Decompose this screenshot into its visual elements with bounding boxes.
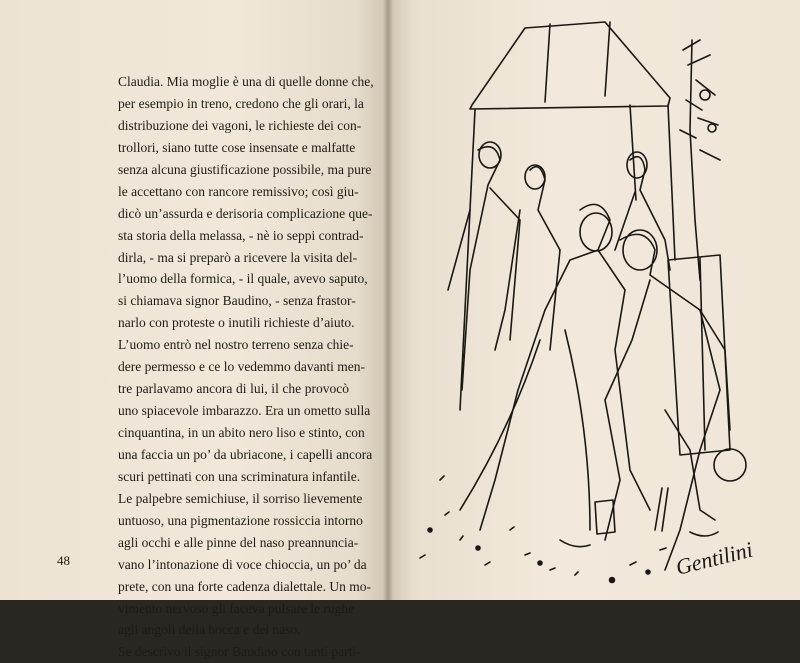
text-line: L’uomo entrò nel nostro terreno senza chie- <box>118 337 354 353</box>
text-line: dere permesso e ce lo vedemmo davanti men- <box>118 359 366 375</box>
ground-marks <box>420 476 666 575</box>
text-line: dicò un’assurda e derisoria complicazione que- <box>118 205 373 221</box>
text-line: scuri pettinati con una scriminatura infantile. <box>118 468 361 484</box>
text-line: Se descrivo il signor Baudino con tanti parti- <box>118 644 361 660</box>
ball <box>714 449 746 481</box>
text-line: tre parlavamo ancora di lui, il che provocò <box>118 381 349 397</box>
bottle <box>655 488 668 531</box>
figure-middle <box>495 167 560 350</box>
text-line: agli occhi e alle pinne del naso preannuncia- <box>118 534 359 550</box>
left-page <box>0 0 388 660</box>
text-line: Claudia. Mia moglie è una di quelle donne che, <box>118 74 374 89</box>
text-line: le accettano con rancore remissivo; così giu- <box>118 183 359 199</box>
text-line: distribuzione dei vagoni, le richieste dei con- <box>118 117 362 133</box>
text-line: senza alcuna giustificazione possibile, ma pure <box>118 161 372 177</box>
shoe <box>560 540 590 547</box>
body-text <box>118 71 374 663</box>
ink-illustration <box>400 10 795 598</box>
text-line: sta storia della melassa, - nè io seppi contrad- <box>118 227 364 243</box>
text-line: vimento nervoso gli faceva pulsare le rughe <box>118 600 355 616</box>
text-line: untuoso, una pigmentazione rossiccia intorno <box>118 512 363 528</box>
woman-skirt <box>460 330 590 530</box>
artist-signature: Gentilini <box>673 536 756 580</box>
house-wall <box>668 105 675 260</box>
text-line: uno spiacevole imbarazzo. Era un ometto sulla <box>118 403 371 419</box>
woman-head <box>580 213 612 251</box>
pillar <box>668 255 730 455</box>
text-line: prete, con una forte cadenza dialettale. Un mo- <box>118 578 371 594</box>
text-line: Le palpebre semichiuse, il sorriso lievemente <box>118 490 363 506</box>
roof-outline <box>470 22 670 109</box>
figure-head <box>525 165 545 189</box>
text-line: agli angoli della bocca e del naso. <box>118 622 301 638</box>
text-line: narlo con proteste o inutili richieste d’aiuto. <box>118 315 355 331</box>
woman-figure <box>480 204 650 530</box>
bucket <box>595 500 615 534</box>
book-gutter <box>383 0 393 600</box>
text-line: una faccia un po’ da ubriacone, i capelli ancora <box>118 446 373 462</box>
text-line: l’uomo della formica, - il quale, avevo saputo, <box>118 271 368 287</box>
text-line: cinquantina, in un abito nero liso e stinto, con <box>118 425 365 440</box>
page-number: 48 <box>57 553 70 568</box>
plant-bud <box>708 124 716 132</box>
text-line: dirla, - ma si preparò a ricevere la visita del- <box>118 249 358 265</box>
plant-leaves <box>680 40 720 160</box>
roof-beam <box>605 22 610 96</box>
pillar-line <box>700 258 705 450</box>
text-line: vano l’intonazione di voce chioccia, un po’ da <box>118 556 367 572</box>
text-line: per esempio in treno, credono che gli orari, la <box>118 95 364 111</box>
roof-beam <box>545 24 550 102</box>
text-line: trollori, siano tutte cose insensate e malfatte <box>118 139 356 155</box>
plant-stem <box>690 40 700 280</box>
shoe <box>690 532 718 536</box>
man-head <box>623 230 657 270</box>
figure-left <box>448 147 520 390</box>
plant-bud <box>700 90 710 100</box>
text-line: si chiamava signor Baudino, - senza frastor- <box>118 293 356 309</box>
